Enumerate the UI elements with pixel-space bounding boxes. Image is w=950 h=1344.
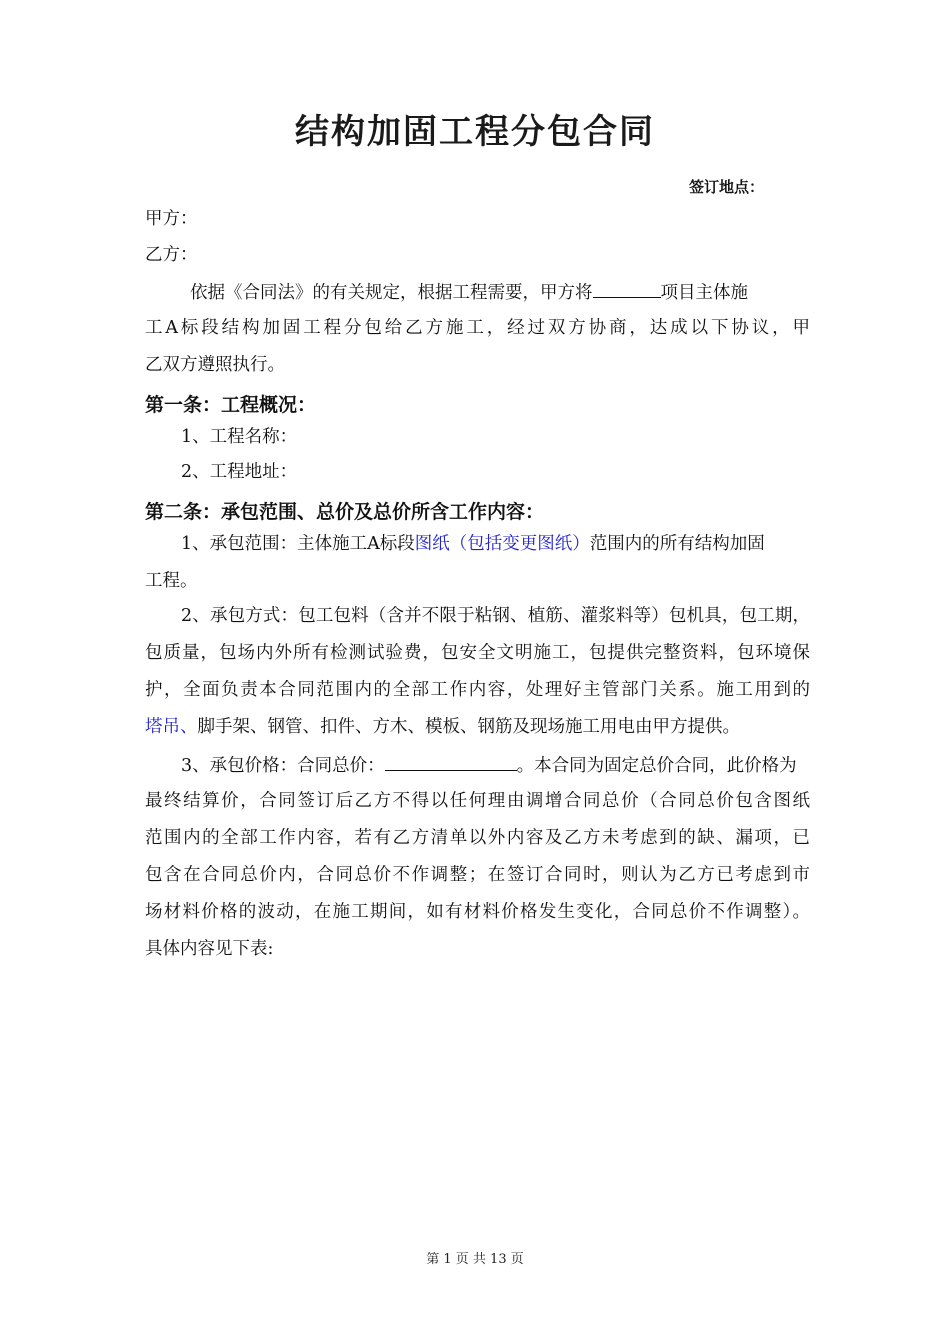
article1-item1: 1、工程名称： <box>181 427 298 447</box>
price-line-4: 包含在合同总价内，合同总价不作调整；在签订合同时，则认为乙方已考虑到市 <box>145 865 810 885</box>
scope-text-a: 1、承包范围：主体施工A标段 <box>181 534 415 554</box>
page-footer: 第 1 页 共 13 页 <box>426 1252 524 1267</box>
project-name-blank <box>593 281 661 298</box>
intro-line-2: 工A标段结构加固工程分包给乙方施工，经过双方协商，达成以下协议，甲 <box>145 318 810 338</box>
method-line-4-text: 脚手架、钢管、扣件、方木、模板、钢筋及现场施工用电由甲方提供。 <box>197 717 740 737</box>
method-line-1: 2、承包方式：包工包料（含并不限于粘钢、植筋、灌浆料等）包机具，包工期， <box>181 606 810 626</box>
scope-text-b: 范围内的所有结构加固 <box>589 534 765 554</box>
drawing-link[interactable]: 图纸（包括变更图纸） <box>414 534 590 554</box>
method-line-3: 护，全面负责本合同范围内的全部工作内容，处理好主管部门关系。施工用到的 <box>145 680 810 700</box>
price-line-6: 具体内容见下表: <box>145 939 274 959</box>
scope-line-1 <box>145 534 810 554</box>
contract-price-blank <box>385 754 517 771</box>
price-line-5: 场材料价格的波动，在施工期间，如有材料价格发生变化，合同总价不作调整）。 <box>145 902 810 922</box>
page-title: 结构加固工程分包合同 <box>295 112 655 152</box>
intro-text-b: 项目主体施 <box>660 283 748 303</box>
price-line-1 <box>145 754 810 776</box>
article2-heading: 第二条：承包范围、总价及总价所含工作内容： <box>145 501 545 523</box>
article1-heading: 第一条：工程概况： <box>145 394 317 416</box>
intro-line-3: 乙双方遵照执行。 <box>145 355 285 375</box>
intro-text-a: 依据《合同法》的有关规定，根据工程需要，甲方将 <box>190 283 593 303</box>
method-line-4 <box>145 717 810 737</box>
price-text-a: 3、承包价格：合同总价： <box>181 756 385 776</box>
price-text-b: 。本合同为固定总价合同，此价格为 <box>516 756 797 776</box>
scope-line-2: 工程。 <box>145 571 198 591</box>
party-a-label: 甲方： <box>145 209 198 229</box>
party-b-label: 乙方： <box>145 245 198 265</box>
price-line-3: 范围内的全部工作内容，若有乙方清单以外内容及乙方未考虑到的缺、漏项，已 <box>145 828 810 848</box>
article1-item2: 2、工程地址： <box>181 462 298 482</box>
intro-line-1 <box>145 281 810 303</box>
tower-crane-link[interactable]: 塔吊、 <box>145 717 198 737</box>
price-line-2: 最终结算价，合同签订后乙方不得以任何理由调增合同总价（合同总价包含图纸 <box>145 791 810 811</box>
method-line-2: 包质量，包场内外所有检测试验费，包安全文明施工，包提供完整资料，包环境保 <box>145 643 810 663</box>
sign-place-label: 签订地点： <box>689 178 765 196</box>
